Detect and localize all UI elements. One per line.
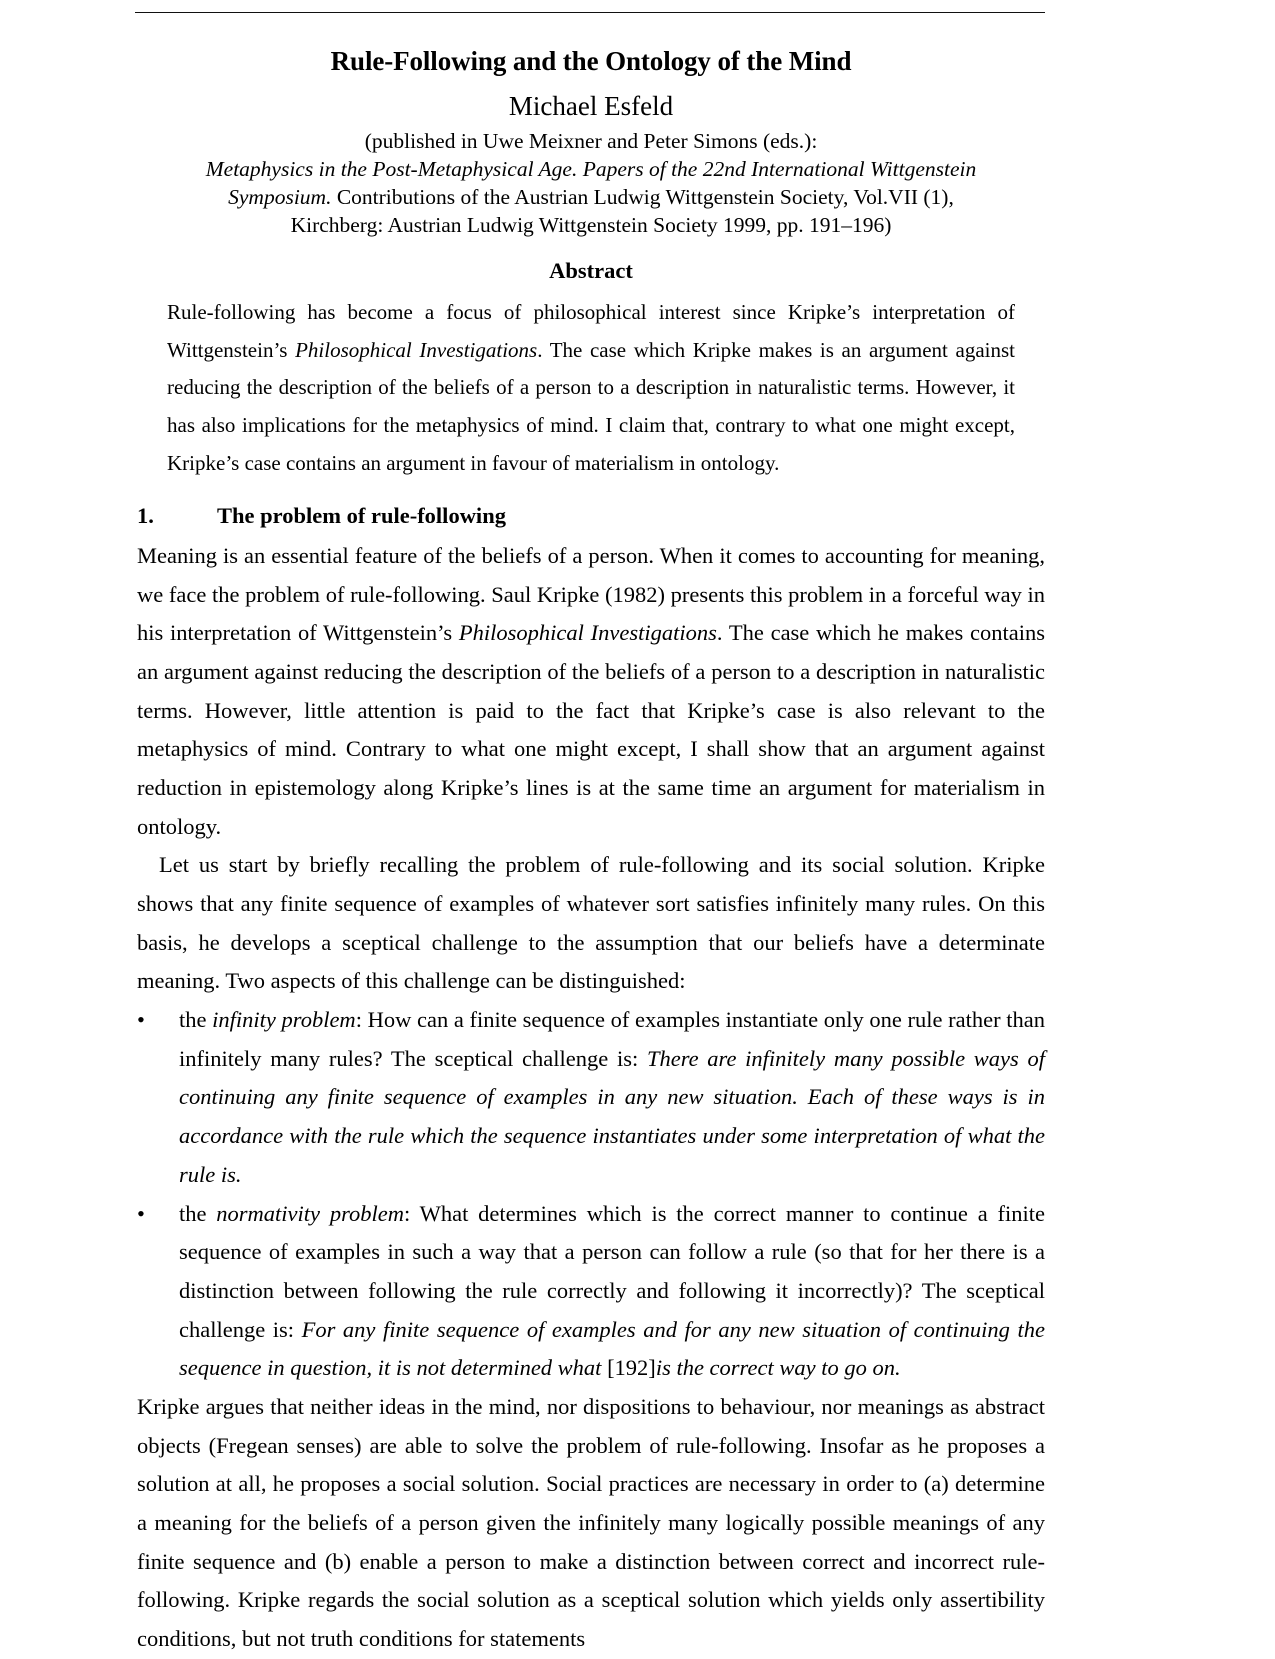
bullet-1-term: infinity problem [212, 1007, 356, 1033]
paragraph-1-italic-title: Philosophical Investigations [458, 620, 717, 646]
section-title: The problem of rule-following [217, 502, 506, 528]
section-number: 1. [137, 502, 154, 528]
paragraph-1-part-2: . The case which he makes contains an argument against reducing the description of the beliefs of a person to a description in naturalistic terms. However, little attention is paid to the fact that Kripke’s case is also relevant to the metaphysics of mind. Contrary to what one might except, I shall show that an argument against reduction in epistemology along Kripke’s lines is at the same time an argument for materialism in ontology. [137, 620, 1045, 839]
bullet-2-part-1: the [179, 1200, 217, 1226]
publication-line-1: (published in Uwe Meixner and Peter Simons (eds.): [364, 129, 818, 154]
bullet-1-quote: There are infinitely many possible ways of continuing any finite sequence of examples in any new situation. Each of these ways is in accordance with the rule which the sequence instantiates under some interpretation of what the rule is. [179, 1045, 1045, 1187]
document-content [137, 40, 1045, 1659]
challenge-bullet-list [137, 1001, 1045, 1388]
page-top-rule [135, 12, 1045, 13]
abstract-text-part-1: Rule-following has become a focus of philosophical interest since Kripke’s interpretation of Wittgenstein’s [167, 299, 1015, 362]
paragraph-2: Let us start by briefly recalling the problem of rule-following and its social solution. Kripke shows that any finite sequence of examples of whatever sort satisfies infinitely many rules. On this basis, he develops a sceptical challenge to the assumption that our beliefs have a determinate meaning. Two aspects of this challenge can be distinguished: [137, 852, 1045, 994]
abstract-heading: Abstract [549, 257, 633, 283]
bullet-2-quote: For any finite sequence of examples and for any new situation of continuing the sequence in question, it is not determined what [179, 1316, 1045, 1381]
publication-line-4: Kirchberg: Austrian Ludwig Wittgenstein Society 1999, pp. 191–196) [290, 212, 892, 237]
list-item [137, 1001, 1045, 1194]
abstract-italic-title: Philosophical Investigations [295, 337, 538, 362]
author-name: Michael Esfeld [508, 91, 674, 122]
list-item [137, 1195, 1045, 1388]
paragraph-3: Kripke argues that neither ideas in the mind, nor dispositions to behaviour, nor meanings as abstract objects (Fregean senses) are able to solve the problem of rule-following. Insofar as he proposes a solution at all, he proposes a social solution. Social practices are necessary in order to (a) determine a meaning for the beliefs of a person given the infinitely many logically possible meanings of any finite sequence and (b) enable a person to make a distinction between correct and incorrect rule-following. Kripke regards the social solution as a sceptical solution which yields only assertibility conditions, but not truth conditions for statements [137, 1393, 1045, 1652]
page-marker-192: [192] [607, 1355, 656, 1381]
bullet-2-term: normativity problem [216, 1200, 404, 1226]
bullet-1-part-1: the [179, 1007, 213, 1033]
section-heading-1 [137, 503, 1045, 529]
publication-info [137, 128, 1045, 240]
publication-line-3-rest: Contributions of the Austrian Ludwig Wittgenstein Society, Vol.VII (1), [331, 184, 954, 209]
bullet-2-part-2: : What determines which is the correct manner to continue a finite sequence of examples in such a way that a person can follow a rule (so that for her there is a distinction between following the rule correctly and following it incorrectly)? The sceptical challenge is: [179, 1200, 1045, 1342]
publication-line-2: Metaphysics in the Post-Metaphysical Age. Papers of the 22nd International Wittgenstein [205, 157, 977, 182]
bullet-icon: • [137, 1007, 145, 1033]
paragraph-1 [137, 537, 1045, 847]
bullet-1-part-2: : How can a finite sequence of examples instantiate only one rule rather than infinitely many rules? The sceptical challenge is: [179, 1007, 1045, 1071]
publication-line-3-italic: Symposium. [228, 184, 332, 209]
page-title: Rule-Following and the Ontology of the Mind [330, 46, 852, 76]
bullet-2-quote-continued: is the correct way to go on. [655, 1355, 901, 1381]
paragraph-1-part-1: Meaning is an essential feature of the beliefs of a person. When it comes to accounting for meaning, we face the problem of rule-following. Saul Kripke (1982) presents this problem in a forceful way in his interpretation of Wittgenstein’s [137, 542, 1045, 646]
abstract-text-part-2: . The case which Kripke makes is an argument against reducing the description of the beliefs of a person to a description in naturalistic terms. However, it has also implications for the metaphysics of mind. I claim that, contrary to what one might except, Kripke’s case contains an argument in favour of materialism in ontology. [167, 337, 1016, 476]
bullet-icon: • [137, 1200, 145, 1226]
abstract-body [167, 294, 1015, 483]
